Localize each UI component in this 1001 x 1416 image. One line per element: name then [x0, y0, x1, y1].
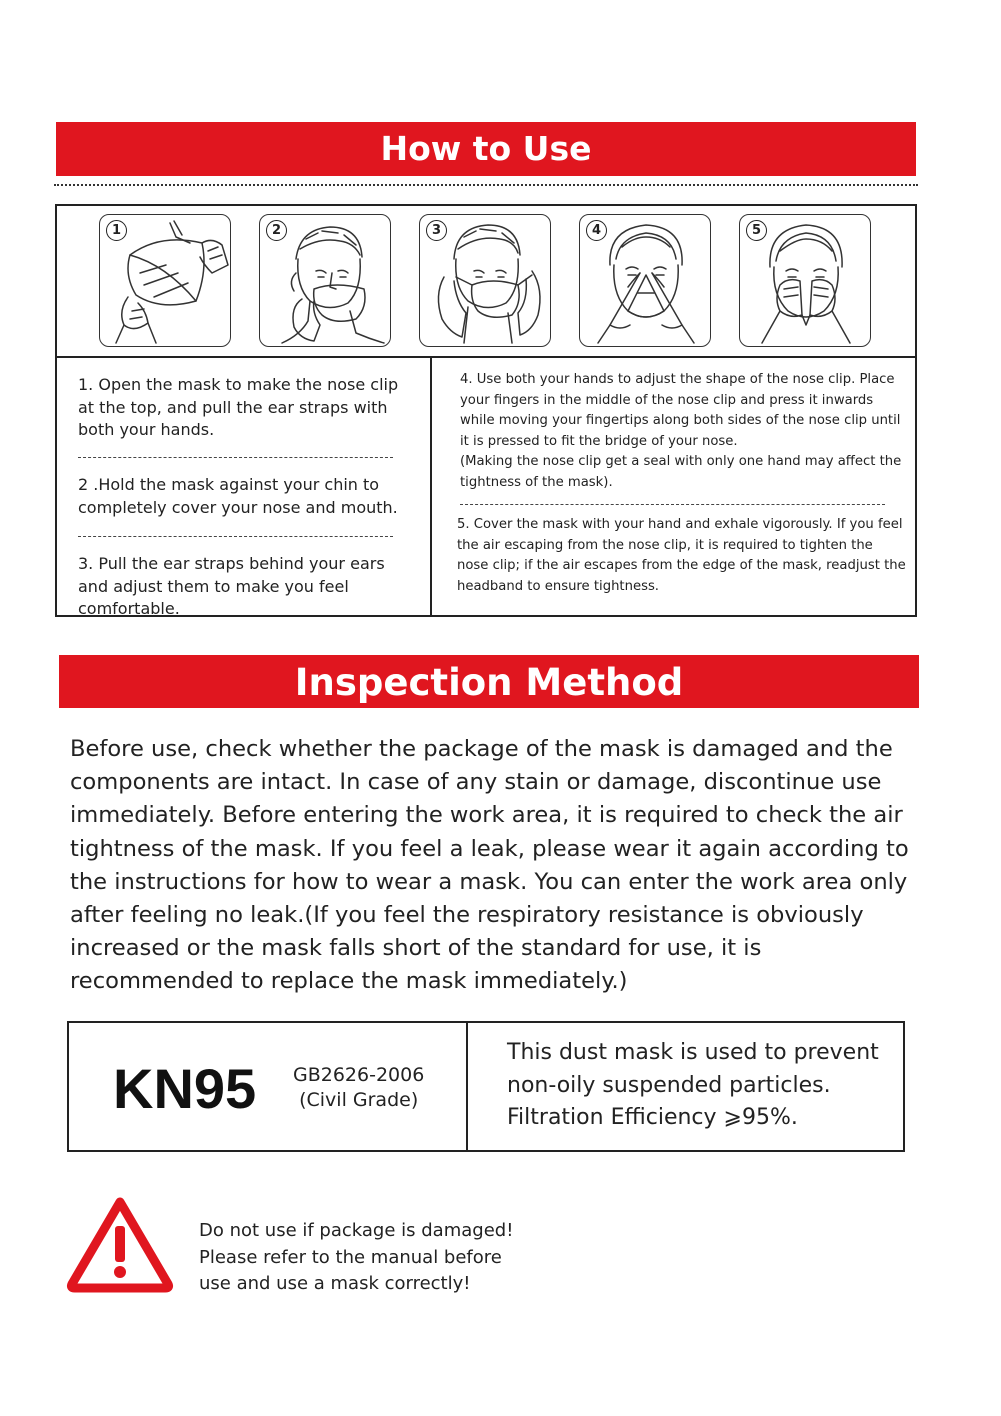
dashed-separator — [78, 536, 393, 537]
warning-line: Do not use if package is damaged! — [199, 1220, 514, 1241]
step-2-illustration — [259, 214, 391, 347]
product-standard — [293, 1063, 424, 1113]
step-4-note: (Making the nose clip get a seal with only one hand may affect the tightness of the mask). — [460, 454, 902, 490]
warning-text — [199, 1218, 559, 1298]
step-number-badge: 3 — [426, 220, 447, 241]
step-4-text: 4. Use both your hands to adjust the shape of the nose clip. Place your fingers in the middle of the nose clip and press it inwards while moving your fingertips along both sides of the nose clip until it is pressed to fit the bridge of your nose. — [460, 372, 901, 449]
step-number-badge: 1 — [106, 220, 127, 241]
description-line: This dust mask is used to prevent — [507, 1040, 879, 1065]
dashed-separator — [78, 457, 393, 458]
description-line: non-oily suspended particles. — [507, 1072, 831, 1098]
how-to-use-banner: How to Use — [56, 122, 916, 176]
warning-line: Please refer to the manual before — [199, 1246, 502, 1268]
step-2-text: 2 .Hold the mask against your chin to completely cover your nose and mouth. — [78, 475, 398, 517]
step-number-badge: 5 — [746, 220, 767, 241]
inspection-paragraph: Before use, check whether the package of the mask is damaged and the components are intact. In case of any stain or damage, discontinue use immediately. Before entering the work area, it is required to check the air tightness of the mask. If you feel a leak, please wear it again according to the instructions for how to wear a mask. You can enter the work area only after feeling no leak.(If you feel the respiratory resistance is obviously increased or the mask falls short of the standard for use, it is recommended to replace the mask immediately.) — [70, 736, 909, 995]
step-3-illustration — [419, 214, 551, 347]
product-description — [507, 1037, 897, 1135]
step-number-badge: 4 — [586, 220, 607, 241]
step-3-text: 3. Pull the ear straps behind your ears and adjust them to make you feel comfortable. — [78, 554, 385, 618]
how-to-use-box — [55, 204, 917, 617]
standard-code: GB2626-2006 — [293, 1064, 425, 1086]
step-number-badge: 2 — [266, 220, 287, 241]
product-spec-box — [67, 1021, 905, 1152]
step-5-illustration — [739, 214, 871, 347]
warning-triangle-icon — [66, 1196, 174, 1298]
column-divider — [430, 356, 432, 615]
step-1-illustration — [99, 214, 231, 347]
warning-line: use and use a mask correctly! — [199, 1273, 471, 1294]
step-1-text: 1. Open the mask to make the nose clip at the top, and pull the ear straps with both your hands. — [78, 375, 399, 439]
product-name: KN95 — [113, 1057, 257, 1120]
illustration-row — [57, 206, 915, 358]
step-5-text: 5. Cover the mask with your hand and exhale vigorously. If you feel the air escaping from the nose clip, it is required to tighten the nose clip; if the air escapes from the edge of the mask, readjust the headband to ensure tightness. — [457, 517, 906, 594]
standard-grade: (Civil Grade) — [299, 1089, 419, 1111]
description-line: Filtration Efficiency ⩾95%. — [507, 1105, 798, 1130]
inspection-method-banner: Inspection Method — [59, 655, 919, 708]
spec-divider — [466, 1023, 468, 1150]
step-4-illustration — [579, 214, 711, 347]
dotted-divider — [54, 184, 918, 186]
dashed-separator — [460, 504, 885, 505]
